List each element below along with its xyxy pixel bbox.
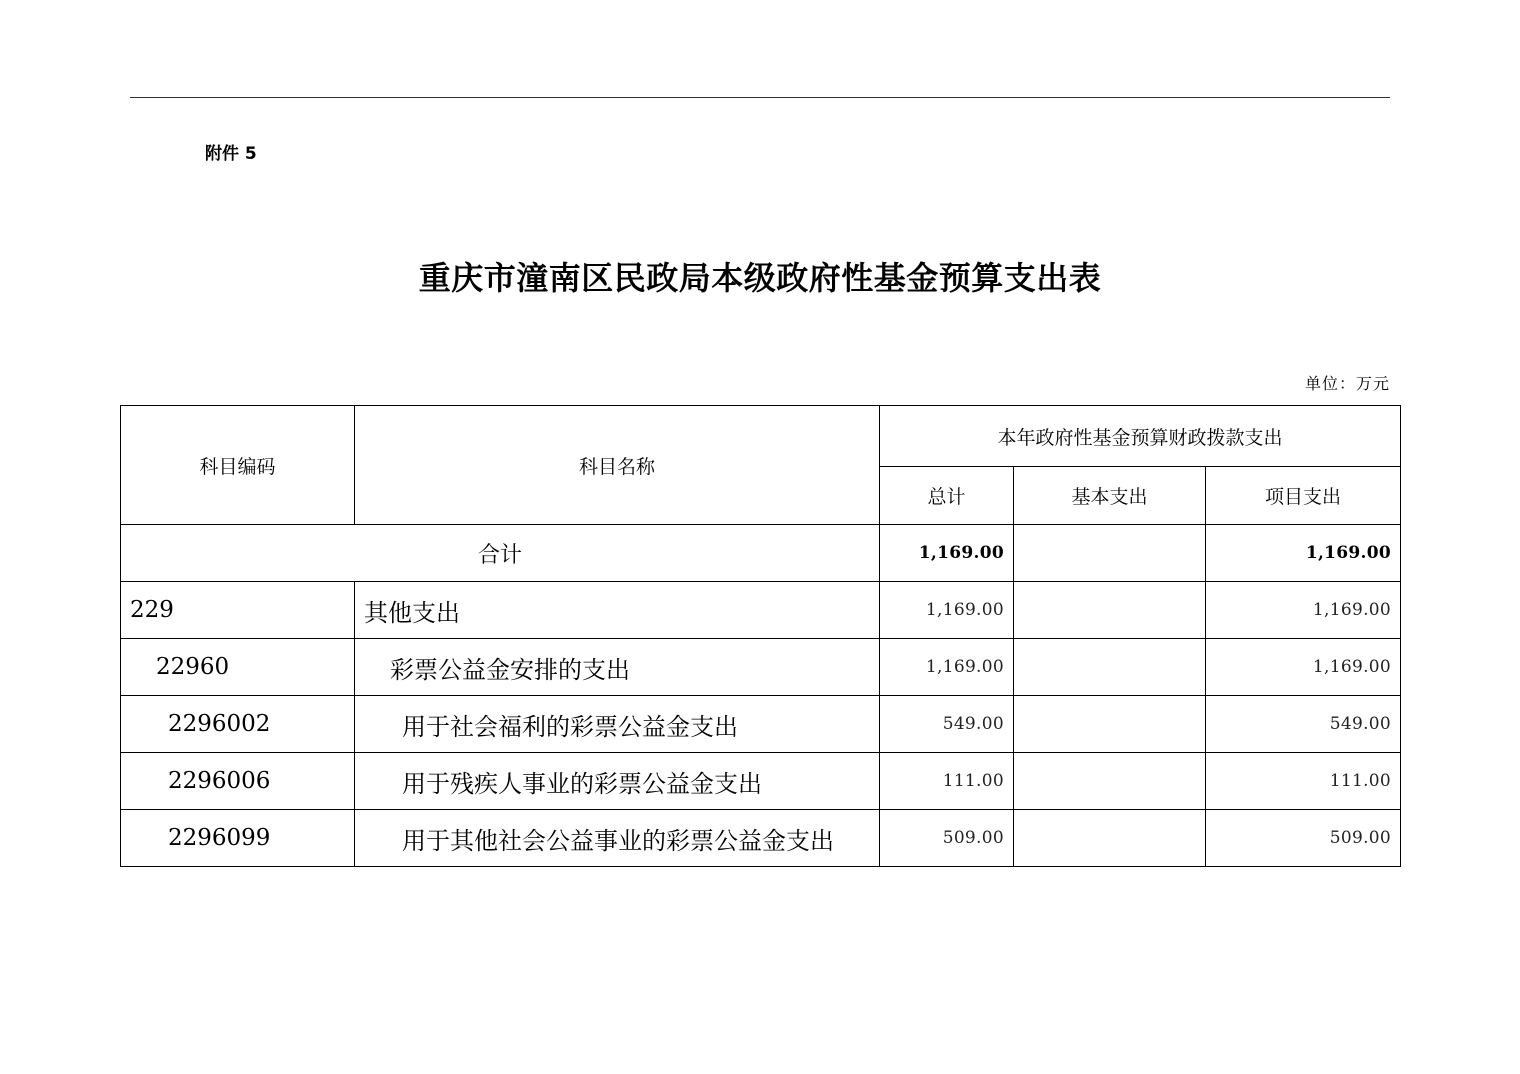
row-code: 22960 [121,639,355,696]
row-name: 彩票公益金安排的支出 [355,639,880,696]
row-name: 其他支出 [355,582,880,639]
summary-row [121,525,1401,582]
table-row [121,582,1401,639]
table-row [121,696,1401,753]
row-basic [1014,753,1206,810]
row-project: 111.00 [1206,753,1401,810]
row-basic [1014,696,1206,753]
unit-label: 单位：万元 [1304,374,1390,393]
budget-table [120,405,1401,867]
row-project: 549.00 [1206,696,1401,753]
header-basic: 基本支出 [1014,467,1206,525]
table-row [121,753,1401,810]
row-basic [1014,639,1206,696]
row-project: 1,169.00 [1206,639,1401,696]
summary-total: 1,169.00 [880,525,1014,582]
row-code: 2296002 [121,696,355,753]
row-name: 用于社会福利的彩票公益金支出 [355,696,880,753]
row-total: 509.00 [880,810,1014,867]
header-group: 本年政府性基金预算财政拨款支出 [880,406,1401,467]
row-code: 2296006 [121,753,355,810]
row-total: 1,169.00 [880,582,1014,639]
row-basic [1014,582,1206,639]
row-total: 549.00 [880,696,1014,753]
row-name: 用于其他社会公益事业的彩票公益金支出 [355,810,880,867]
table-row [121,810,1401,867]
row-project: 1,169.00 [1206,582,1401,639]
summary-basic [1014,525,1206,582]
row-total: 111.00 [880,753,1014,810]
header-code: 科目编码 [121,406,355,525]
row-basic [1014,810,1206,867]
row-code: 229 [121,582,355,639]
summary-label: 合计 [121,525,880,582]
header-total: 总计 [880,467,1014,525]
table-row [121,639,1401,696]
row-total: 1,169.00 [880,639,1014,696]
row-name: 用于残疾人事业的彩票公益金支出 [355,753,880,810]
summary-project: 1,169.00 [1206,525,1401,582]
row-code: 2296099 [121,810,355,867]
header-name: 科目名称 [355,406,880,525]
header-divider [130,97,1390,98]
document-title: 重庆市潼南区民政局本级政府性基金预算支出表 [418,259,1102,297]
header-project: 项目支出 [1206,467,1401,525]
row-project: 509.00 [1206,810,1401,867]
attachment-label: 附件 5 [205,144,257,164]
